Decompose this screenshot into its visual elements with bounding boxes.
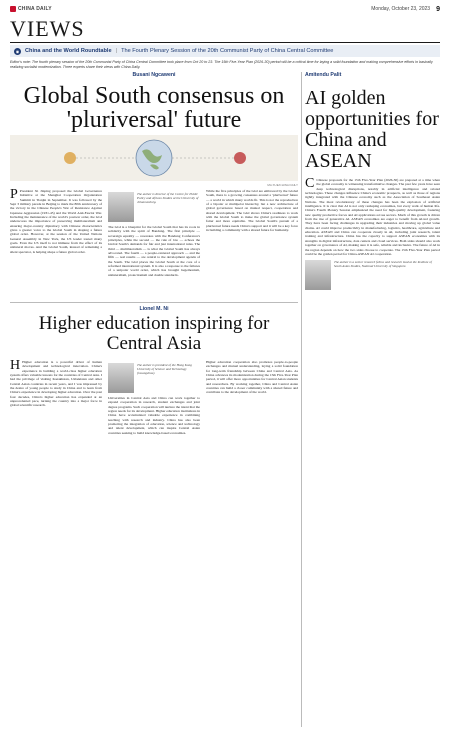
article-illustration bbox=[10, 135, 298, 181]
article-body-column: C Chinese proposals for the 15th Five-Year Plan (2026-30) are prepared at a time when the global economy is witnessing transformative changes. The past few years have seen deep technological disruptions, notably in artificial intelligence and related technologies. These changes influence China's economic prospects, as well as those of regions tightly integrated with the Chinese economy such as the Association of Southeast Asian Nations. The most revolutionary of these changes has been the explosion of artificial intelligence. It is clear that AI is not only reshaping economies, but every walk of human life. China's Fourth Plenary Session emphasized the need for high-quality development, fostering new quality productive forces and AI applications across sectors. Much of this growth is driven from the rise of generative AI. ASEAN economies are eager to benefit from AI-led growth. They have been facing challenges in upgrading their industries and moving up global value chains. AI could improve productivity in manufacturing, logistics, healthcare, agriculture and education. ASEAN and China can cooperate closely in AI, including joint research, talent training and infrastructure. China has the capacity to support ASEAN economies with its strengths in digital infrastructure, data centers and cloud services. Both sides should also work together on governance of AI, making sure it is safe, reliable and inclusive. The future of AI in the region depends on how the two sides choose to cooperate. The 15th Five-Year Plan period could be the golden period for China-ASEAN AI cooperation. bbox=[305, 176, 440, 256]
author-photo bbox=[305, 260, 331, 290]
article-body-column: P President Xi Jinping proposed the Global Governance Initiative at the Shanghai Cooperation Organization Summit in Tianjin in September. It was followed by the Sept 3 military parade in Beijing to mark the 80th anniversary of the victory in the Chinese People's War of Resistance Against Japanese Aggression (1931-45) and the World Anti-Fascist War. Including the maintenance of the world's postwar order, the GGI underscores the importance of preserving multilateralism and ensuring major-country diplomacy with Chinese characteristics gives a greater voice to the Global South in shaping a future global order. However, at the session of the United Nations General Assembly in New York, the US leader touted many goals. Even the US itself is not immune from the effect of its unilateral moves. And the Global South, instead of remaining a silent spectator, is helping shape a future global order. bbox=[10, 187, 102, 254]
drop-cap: P bbox=[10, 187, 18, 202]
drop-cap: H bbox=[10, 358, 21, 373]
article-byline: Busani Ngcaweni bbox=[132, 72, 176, 78]
article-body-column: H Higher education is a powerful driver of human development and technological innovation. China's experience in building a world-class higher education system offers valuable lessons for the countries of Central Asia. I had the privilege of visiting Kazakhstan, Uzbekistan and other Central Asian countries in recent years, and I was impressed by the desire of young people to study in China and to learn from China's experience in developing higher education. Over the past four decades, China's higher education has expanded at an unprecedented pace, turning the country into a major force in global scientific research. bbox=[10, 358, 102, 408]
author-photo bbox=[108, 192, 134, 222]
brand-logo[interactable] bbox=[10, 6, 52, 12]
article-headline: Global South consensus on 'pluriversal' future bbox=[23, 83, 285, 133]
banner-topic-label: The Fourth Plenary Session of the 20th Communist Party of China Central Committee bbox=[121, 48, 334, 54]
article-global-south bbox=[10, 72, 298, 300]
author-box bbox=[108, 192, 200, 222]
editor-note: Editor's note: The fourth plenary session of the 20th Communist Party of China Central Committee took place from Oct 20 to 23. The 15th Five-Year Plan (2026-30) period will be a critical time for laying a solid foundation and making comprehensive efforts in basically realizing socialist modernization. Three experts share their views with China Daily. bbox=[10, 60, 433, 69]
banner-series-label: China and the World Roundtable bbox=[25, 48, 112, 54]
article-body-column: Universities in Central Asia and China can work together to expand cooperation in research, student exchanges and joint degree programs. Such cooperation will nurture the talent that the region needs for its development. Higher education institutions in China have accumulated valuable experience in combining teaching with research and industry. China has also been promoting the integration of education, science and technology and talent development, which can inspire Central Asian countries seeking to build knowledge-based economies. bbox=[108, 396, 200, 435]
brand-name: CHINA DAILY bbox=[18, 6, 52, 12]
article-byline: Amitendu Palit bbox=[305, 72, 342, 78]
illustration-credit: MA XUE/CHINA DAILY bbox=[267, 183, 298, 187]
article-higher-education bbox=[10, 306, 298, 727]
globe-icon: ◉ bbox=[15, 48, 20, 54]
issue-date: Monday, October 23, 2023 bbox=[371, 6, 431, 12]
section-title: VIEWS bbox=[10, 16, 85, 41]
article-body-column: While the five principles of the GGI are embraced by the Global South, there is a growing consensus around a 'pluriversal' future — a world in which many worlds fit. This is not the reproduction of a bipolar or multipolar hierarchy, but a new architecture of global governance based on mutual respect, cooperation and shared development. The GGI shows China's readiness to work with the Global South to make the global governance system fairer and more equitable. The Global South's pursuit of a pluriversal future needs China's support and it will be a key force in building a community with a shared future for humanity. bbox=[206, 189, 298, 233]
author-photo bbox=[108, 363, 134, 393]
author-caption: The author is a senior research fellow and research lead at the Institute of South Asian Studies, National University of Singapore. bbox=[334, 260, 432, 269]
article-divider bbox=[10, 302, 298, 303]
article-ai-asean bbox=[305, 72, 440, 727]
article-headline: AI golden opportunities for China and ASEAN bbox=[305, 87, 439, 172]
column-divider bbox=[301, 72, 302, 727]
article-body-column: The GGI is a blueprint for the Global South that has its roots in solidarity with the spirit of Bandung. The first principle — sovereign equality — resonates with the Bandung Conference's principles, while the second — the rule of law — echoes the Global South's demands for fair and just international rules. The third — multilateralism — is what the Global South has always advocated. The fourth — a people-centered approach — and the fifth — real results — are central to the development agenda of the South. The GGI places the Global South at the core of a reformed international system. It is also a response to the failures of a unipolar world order, which has brought hegemonism, unilateralism, protectionism and double standards. bbox=[108, 225, 200, 277]
title-divider bbox=[10, 42, 440, 43]
topic-banner bbox=[10, 45, 440, 57]
author-caption: The author is president of the Hong Kong University of Science and Technology (Guangzhou). bbox=[137, 363, 192, 375]
author-box bbox=[108, 363, 200, 393]
article-body-column: Higher education cooperation also promotes people-to-people exchanges and mutual understanding, laying a solid foundation for long-term friendship between China and Central Asia. As China advances its modernization during the 15th Five-Year Plan period, it will offer more opportunities for Central Asian students and researchers. By working together, China and Central Asian countries can build a closer community with a shared future and contribute to the development of the world. bbox=[206, 360, 298, 395]
masthead bbox=[10, 4, 440, 14]
brand-logo-icon bbox=[10, 6, 16, 12]
article-byline: Lionel M. Ni bbox=[139, 306, 169, 312]
author-box bbox=[305, 260, 440, 290]
drop-cap: C bbox=[305, 176, 315, 191]
article-headline: Higher education inspiring for Central Asia bbox=[38, 313, 270, 354]
page-number: 9 bbox=[436, 5, 440, 13]
author-caption: The author is director of the Centre for Public Policy and African Studies at the University of Johannesburg. bbox=[137, 192, 199, 204]
banner-separator: | bbox=[115, 48, 118, 54]
